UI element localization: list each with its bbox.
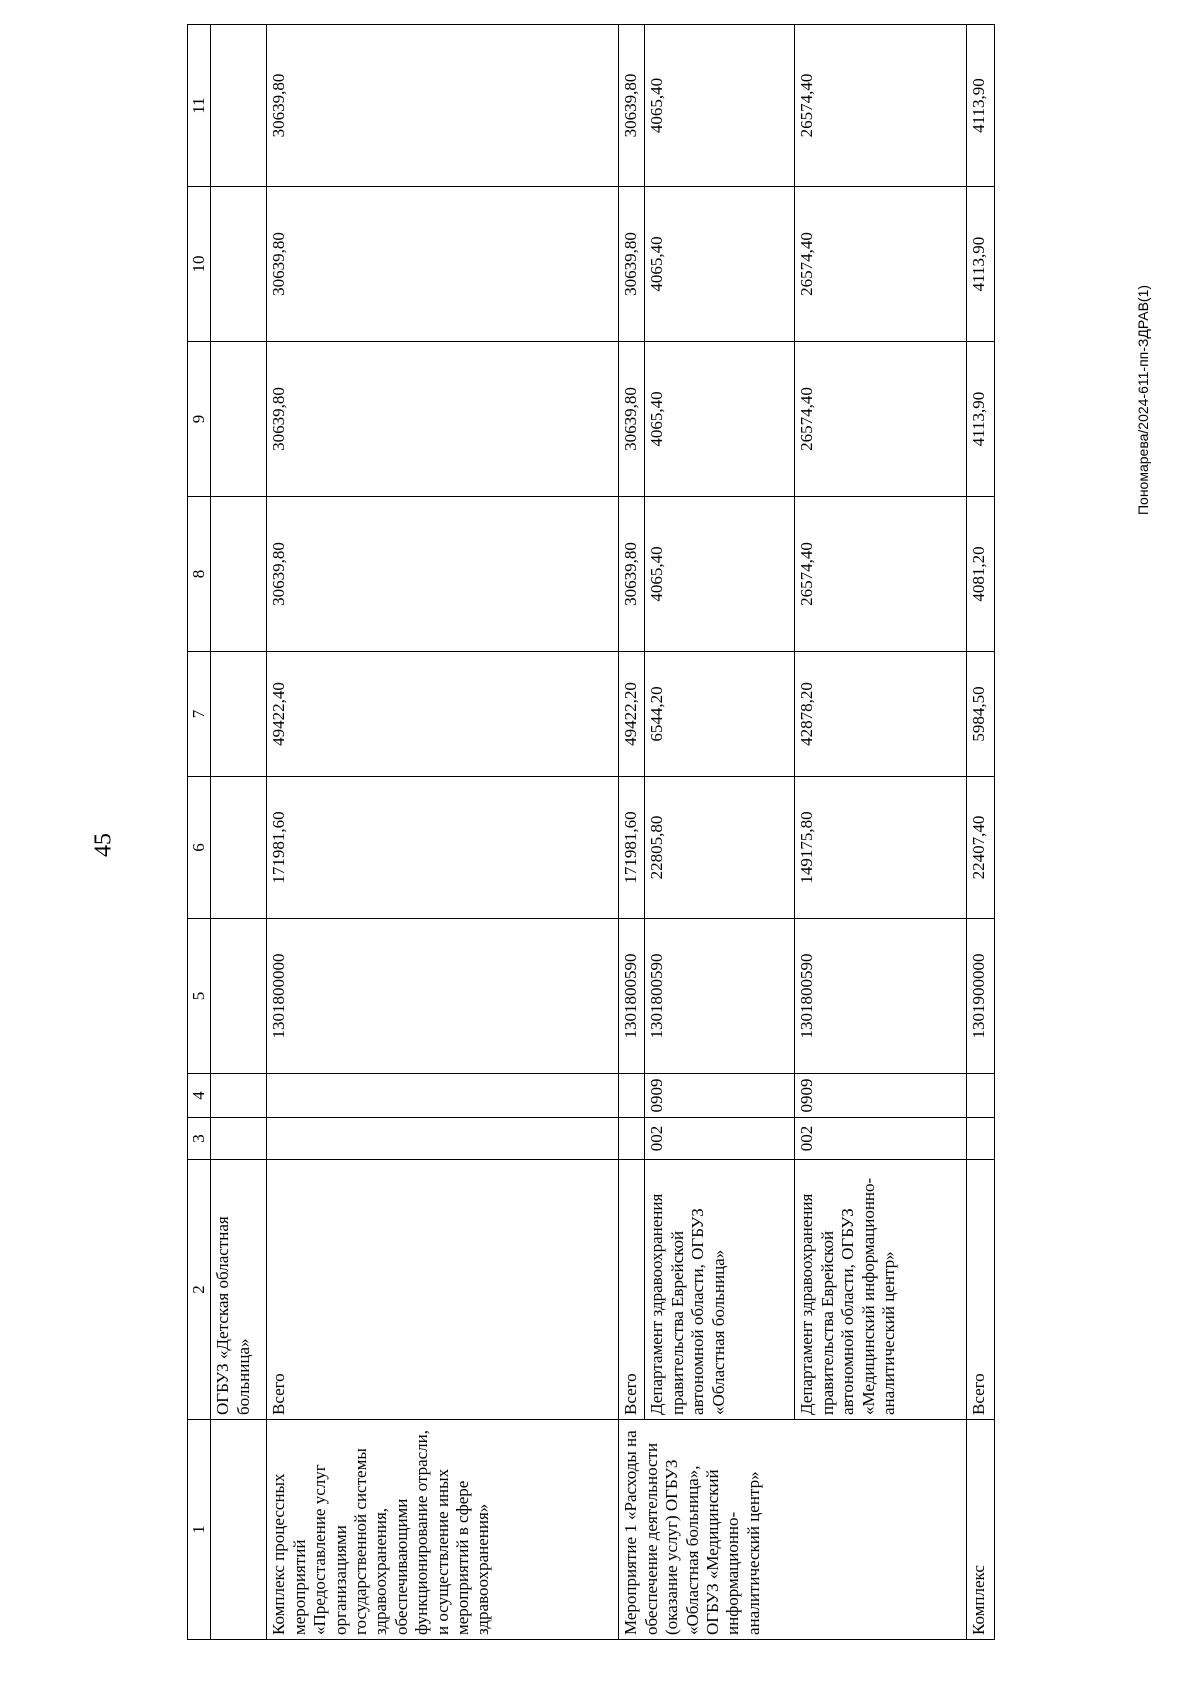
column-header-1: 1 [188,1420,211,1640]
value-cell: 1301900000 [967,919,995,1074]
column-header-10: 10 [188,187,211,342]
column-header-4: 4 [188,1074,211,1118]
value-cell: 171981,60 [267,777,619,919]
value-cell: 30639,80 [619,342,645,497]
value-cell: 49422,40 [267,652,619,777]
column-header-9: 9 [188,342,211,497]
value-cell: 5984,50 [967,652,995,777]
value-cell: 1301800590 [619,919,645,1074]
value-cell: 26574,40 [795,187,967,342]
budget-table-container [187,25,995,1640]
table-row [619,25,645,1640]
value-cell: 26574,40 [795,342,967,497]
row-executor-cell: Всего [967,1160,995,1420]
value-cell: 30639,80 [267,342,619,497]
table-row [211,25,267,1640]
value-cell [211,1074,267,1118]
value-cell: 22805,80 [645,777,795,919]
value-cell [211,342,267,497]
value-cell: 4113,90 [967,342,995,497]
value-cell [619,1118,645,1160]
value-cell [267,1074,619,1118]
value-cell [211,25,267,187]
column-header-8: 8 [188,497,211,652]
value-cell: 30639,80 [267,25,619,187]
value-cell [211,652,267,777]
document-code: Пономарева/2024-611-пп-ЗДРАВ(1) [1135,284,1151,516]
value-cell [967,1074,995,1118]
row-title-cell [211,1420,267,1640]
budget-table [187,24,995,1640]
row-title-cell: Комплекс [967,1420,995,1640]
value-cell: 30639,80 [619,187,645,342]
value-cell: 002 [645,1118,795,1160]
value-cell: 6544,20 [645,652,795,777]
value-cell: 42878,20 [795,652,967,777]
row-executor-cell: Всего [619,1160,645,1420]
value-cell [211,187,267,342]
column-header-5: 5 [188,919,211,1074]
value-cell: 30639,80 [267,187,619,342]
value-cell: 4065,40 [645,187,795,342]
value-cell [267,1118,619,1160]
value-cell: 149175,80 [795,777,967,919]
column-header-3: 3 [188,1118,211,1160]
column-header-11: 11 [188,25,211,187]
value-cell: 002 [795,1118,967,1160]
value-cell: 26574,40 [795,25,967,187]
table-header-row [188,25,211,1640]
row-title-cell: Мероприятие 1 «Расходы на обеспечение деятельности (оказание услуг) ОГБУЗ «Областная больница», ОГБУЗ «Медицинский информационно-аналитический центр» [619,1420,967,1640]
column-header-6: 6 [188,777,211,919]
row-executor-cell: Департамент здравоохранения правительства Еврейской автономной области, ОГБУЗ «Медицинский информационно-аналитический центр» [795,1160,967,1420]
value-cell [211,777,267,919]
table-row [967,25,995,1640]
value-cell: 4065,40 [645,497,795,652]
value-cell: 1301800000 [267,919,619,1074]
value-cell [967,1118,995,1160]
value-cell: 4065,40 [645,25,795,187]
table-row [795,25,967,1640]
value-cell: 30639,80 [267,497,619,652]
column-header-7: 7 [188,652,211,777]
row-executor-cell: Всего [267,1160,619,1420]
value-cell [619,1074,645,1118]
value-cell: 26574,40 [795,497,967,652]
value-cell: 0909 [795,1074,967,1118]
value-cell: 171981,60 [619,777,645,919]
value-cell: 30639,80 [619,25,645,187]
row-executor-cell: ОГБУЗ «Детская областная больница» [211,1160,267,1420]
row-title-cell: Комплекс процессных мероприятий «Предоставление услуг организациями государственной системы здравоохранения, обеспечивающими функционирование отрасли, и осуществление иных мероприятий в сфере здравоохранения» [267,1420,619,1640]
value-cell: 49422,20 [619,652,645,777]
table-row [645,25,795,1640]
value-cell [211,919,267,1074]
column-header-2: 2 [188,1160,211,1420]
value-cell: 30639,80 [619,497,645,652]
value-cell: 1301800590 [645,919,795,1074]
value-cell: 4113,90 [967,25,995,187]
page-number: 45 [90,833,117,857]
value-cell [211,497,267,652]
row-executor-cell: Департамент здравоохранения правительства Еврейской автономной области, ОГБУЗ «Областная больница» [645,1160,795,1420]
value-cell: 4081,20 [967,497,995,652]
value-cell: 4113,90 [967,187,995,342]
value-cell: 1301800590 [795,919,967,1074]
value-cell: 4065,40 [645,342,795,497]
value-cell: 0909 [645,1074,795,1118]
value-cell: 22407,40 [967,777,995,919]
value-cell [211,1118,267,1160]
table-row [267,25,619,1640]
